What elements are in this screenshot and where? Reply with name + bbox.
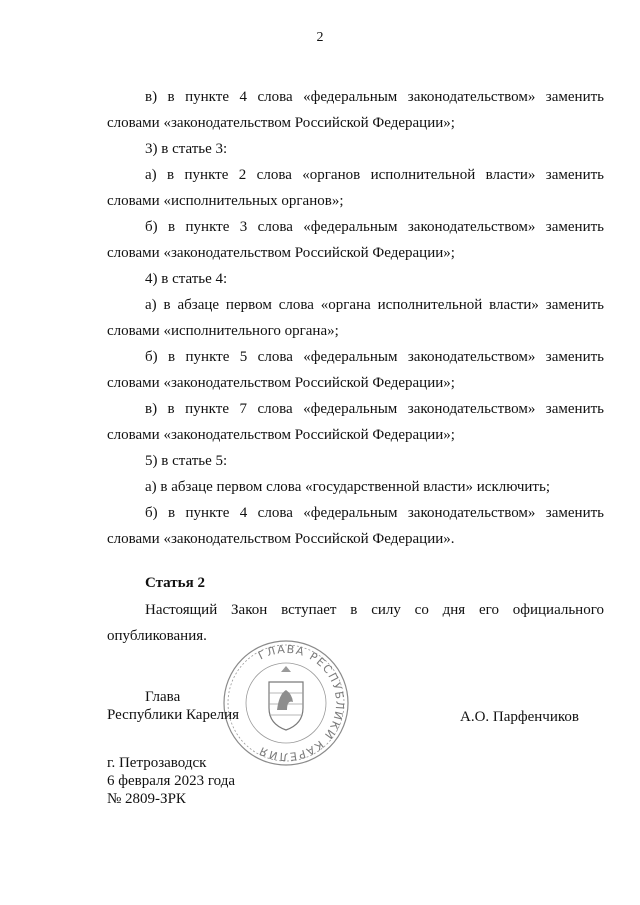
svg-text:ГЛАВА РЕСПУБЛИКИ КАРЕЛИЯ [256, 643, 346, 763]
amendment-paragraph: 4) в статье 4: [145, 271, 228, 287]
official-seal [221, 638, 351, 768]
signatory-region: Республики Карелия [107, 707, 240, 723]
signatory-title: Глава [145, 689, 181, 705]
amendment-paragraph: в) в пункте 4 слова «федеральным законодательством» заменить словами «законодательством Российской Федерации»; [107, 89, 604, 131]
article-heading: Статья 2 [145, 575, 205, 591]
page-number: 2 [316, 30, 324, 45]
city: г. Петрозаводск [107, 755, 207, 771]
date: 6 февраля 2023 года [107, 773, 236, 789]
coat-of-arms-icon [269, 666, 303, 730]
amendment-paragraph: а) в абзаце первом слова «государственной власти» исключить; [145, 479, 550, 495]
amendment-paragraph: б) в пункте 3 слова «федеральным законодательством» заменить словами «законодательством Российской Федерации»; [107, 219, 604, 261]
amendment-paragraph: а) в пункте 2 слова «органов исполнительной власти» заменить словами «исполнительных органов»; [107, 167, 604, 209]
amendment-paragraph: 3) в статье 3: [145, 141, 228, 157]
amendment-paragraph: б) в пункте 5 слова «федеральным законодательством» заменить словами «законодательством Российской Федерации»; [107, 349, 604, 391]
amendment-paragraph: 5) в статье 5: [145, 453, 228, 469]
article-text: Настоящий Закон вступает в силу со дня его официального опубликования. [107, 602, 604, 644]
law-number: № 2809-ЗРК [107, 791, 186, 807]
seal-text: ГЛАВА РЕСПУБЛИКИ КАРЕЛИЯ [256, 642, 347, 764]
amendment-paragraph: а) в абзаце первом слова «органа исполнительной власти» заменить словами «исполнительного органа»; [107, 297, 604, 339]
amendment-paragraph: в) в пункте 7 слова «федеральным законодательством» заменить словами «законодательством Российской Федерации»; [107, 401, 604, 443]
amendment-paragraph: б) в пункте 4 слова «федеральным законодательством» заменить словами «законодательством Российской Федерации». [107, 505, 604, 547]
signatory-name: А.О. Парфенчиков [460, 709, 579, 725]
